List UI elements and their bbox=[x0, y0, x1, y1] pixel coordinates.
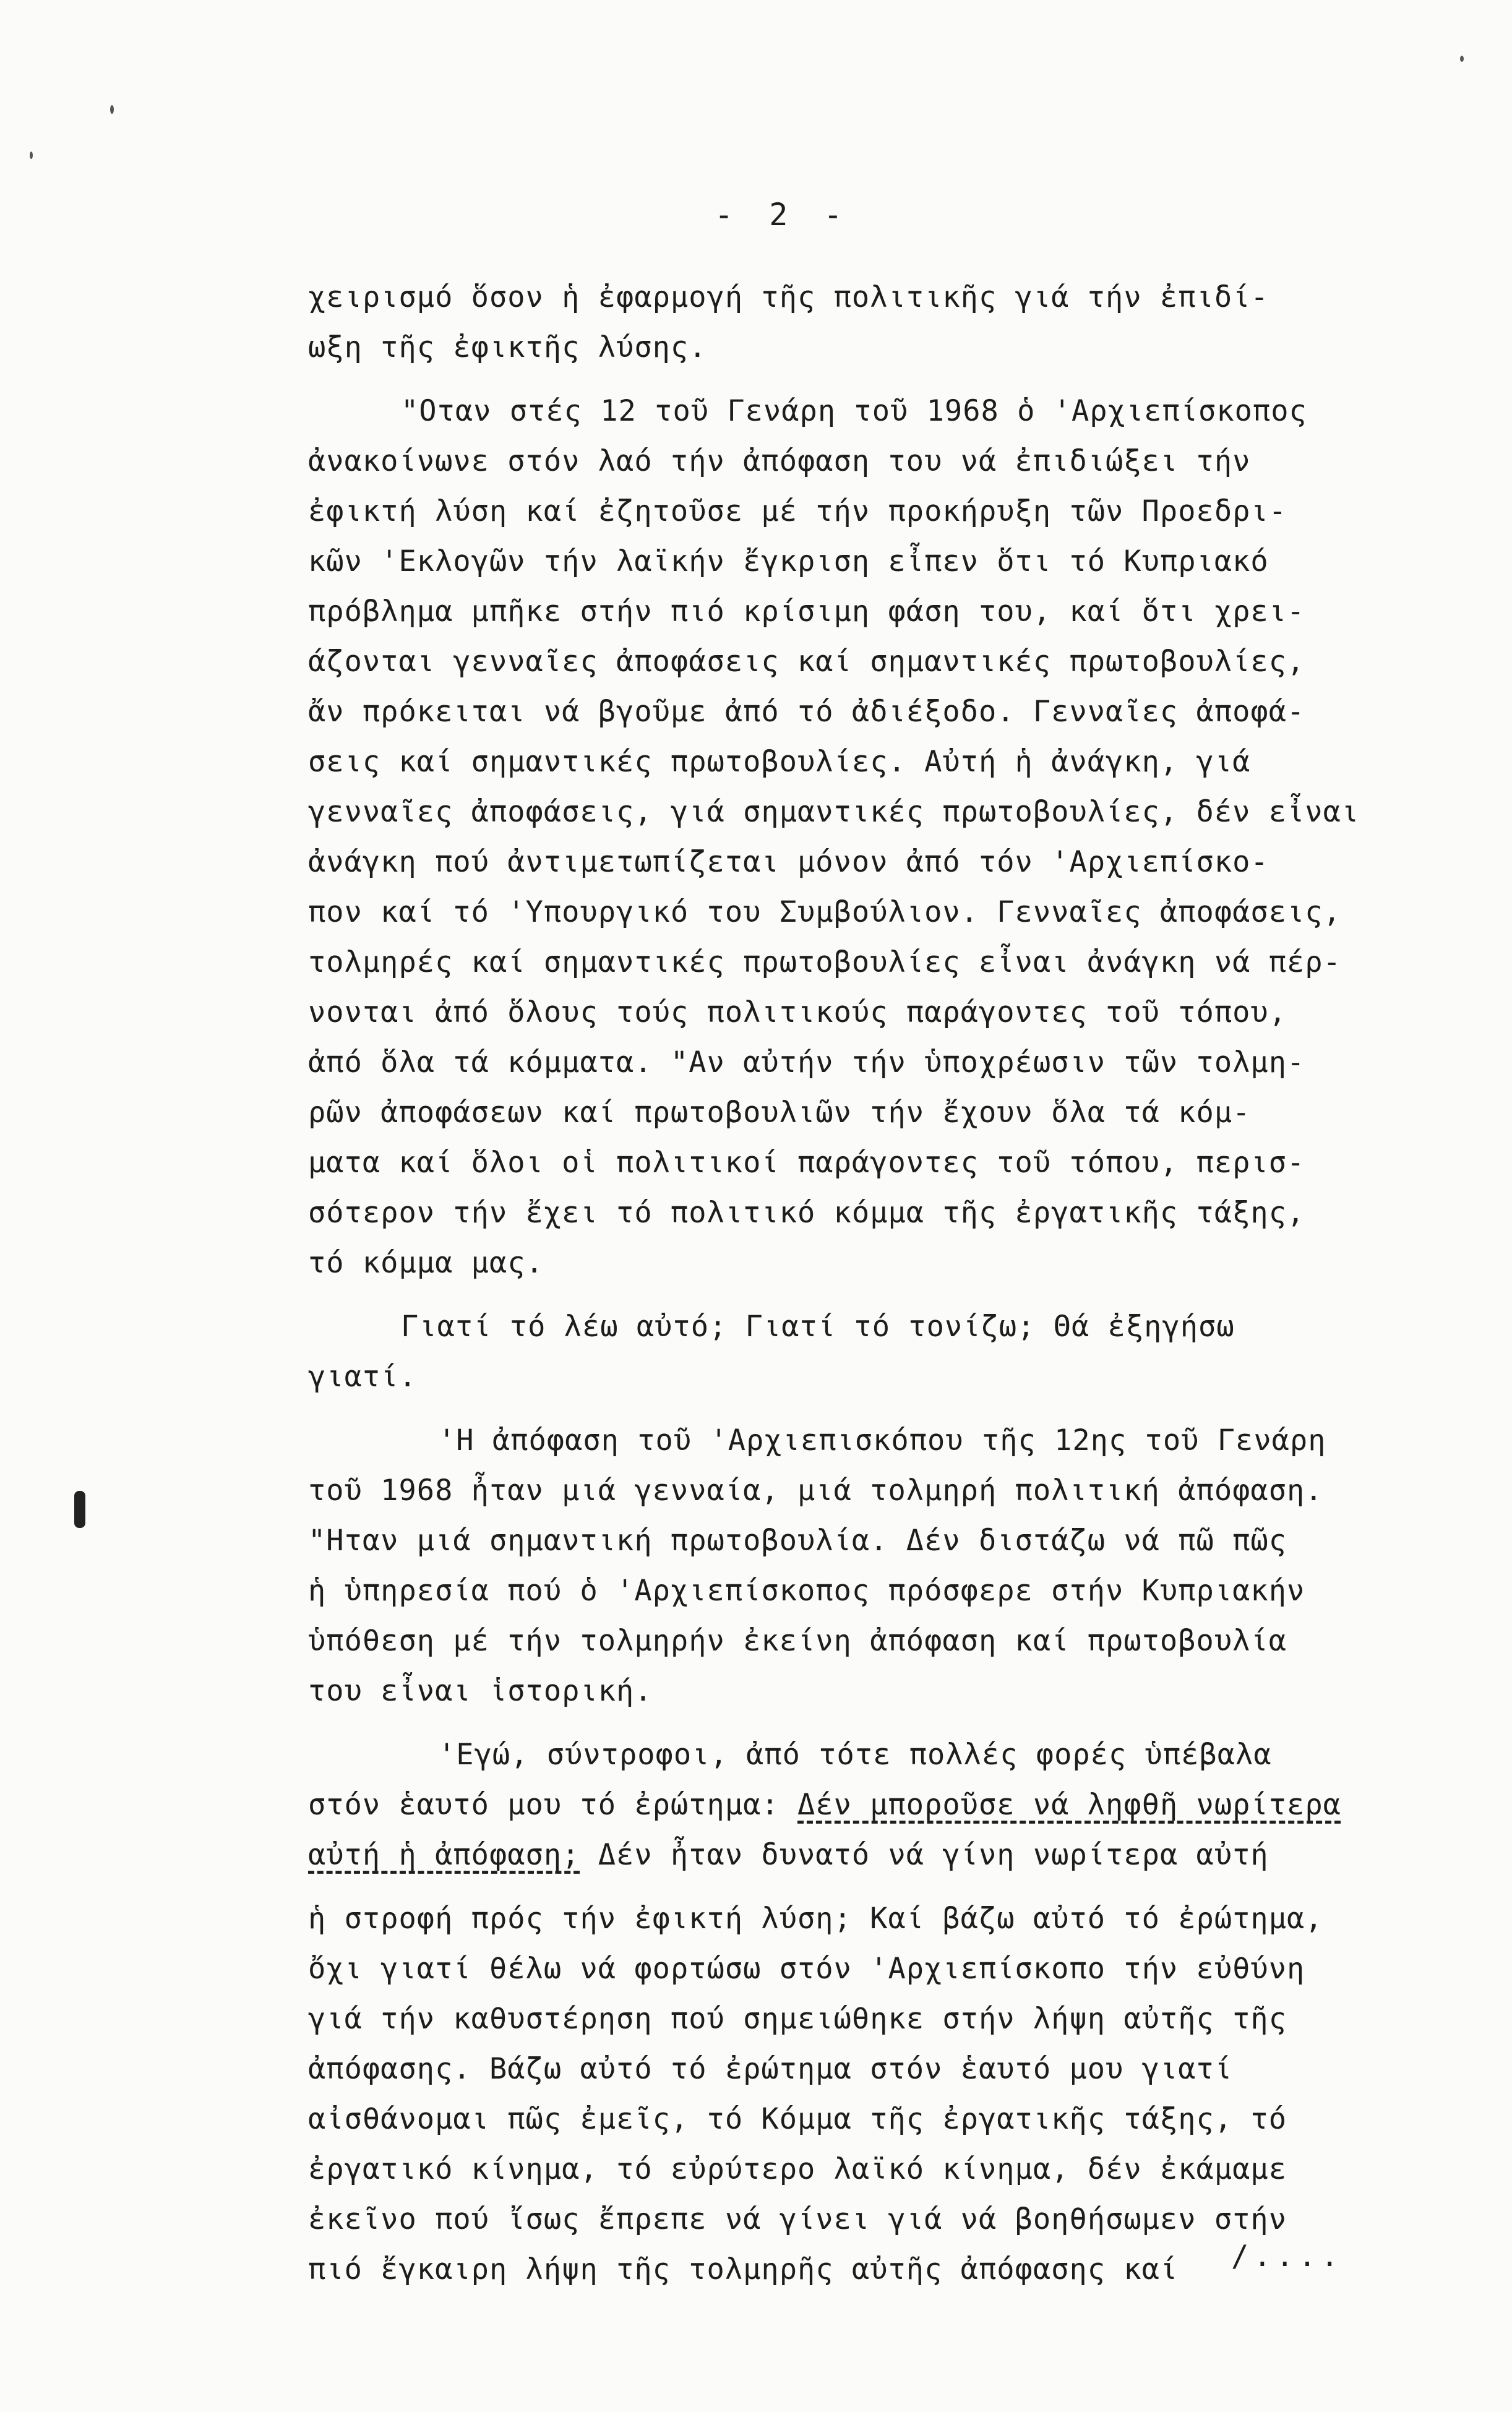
text-line: τοῦ 1968 ἦταν μιά γενναία, μιά τολμηρή πολιτική ἀπόφαση. bbox=[308, 1474, 1323, 1508]
text-segment: Δέν ἦταν δυνατό νά γίνη νωρίτερα αὐτή bbox=[580, 1838, 1269, 1872]
text-line: ὑπόθεση μέ τήν τολμηρήν ἐκείνη ἀπόφαση καί πρωτοβουλία bbox=[308, 1624, 1287, 1658]
underlined-question: Δέν μποροῦσε νά ληφθῆ νωρίτερα bbox=[797, 1788, 1341, 1822]
text-line: γενναῖες ἀποφάσεις, γιά σημαντικές πρωτοβουλίες, δέν εἶναι bbox=[308, 795, 1360, 829]
continuation-mark: /.... bbox=[1231, 2239, 1344, 2273]
text-line: κῶν 'Εκλογῶν τήν λαϊκήν ἔγκριση εἶπεν ὅτι τό Κυπριακό bbox=[308, 544, 1269, 578]
paragraph-4 bbox=[308, 1415, 1422, 1716]
text-line: "Ηταν μιά σημαντική πρωτοβουλία. Δέν διστάζω νά πῶ πῶς bbox=[308, 1524, 1287, 1558]
text-line: τολμηρές καί σημαντικές πρωτοβουλίες εἶναι ἀνάγκη νά πέρ- bbox=[308, 945, 1341, 979]
text-line: ωξη τῆς ἐφικτῆς λύσης. bbox=[308, 330, 707, 364]
text-line: σεις καί σημαντικές πρωτοβουλίες. Αὐτή ἡ ἀνάγκη, γιά bbox=[308, 745, 1251, 779]
text-line: ἀνάγκη πού ἀντιμετωπίζεται μόνον ἀπό τόν 'Αρχιεπίσκο- bbox=[308, 845, 1269, 879]
text-line bbox=[308, 1780, 1422, 1830]
text-line: ἡ στροφή πρός τήν ἐφικτή λύση; Καί βάζω αὐτό τό ἐρώτημα, bbox=[308, 1902, 1323, 1936]
text-line: ἐφικτή λύση καί ἐζητοῦσε μέ τήν προκήρυξη τῶν Προεδρι- bbox=[308, 494, 1287, 528]
text-line: χειρισμό ὅσον ἡ ἐφαρμογή τῆς πολιτικῆς γιά τήν ἐπιδί- bbox=[308, 280, 1269, 314]
underlined-question: αὐτή ἡ ἀπόφαση; bbox=[308, 1838, 580, 1872]
text-line: ἄν πρόκειται νά βγοῦμε ἀπό τό ἀδιέξοδο. Γενναῖες ἀποφά- bbox=[308, 695, 1305, 729]
text-line: "Οταν στές 12 τοῦ Γενάρη τοῦ 1968 ὁ 'Αρχιεπίσκοπος bbox=[401, 394, 1307, 428]
paragraph-3 bbox=[308, 1302, 1422, 1402]
text-line: ἀπόφασης. Βάζω αὐτό τό ἐρώτημα στόν ἑαυτό μου γιατί bbox=[308, 2052, 1233, 2086]
body-text bbox=[308, 272, 1422, 2294]
paragraph-2 bbox=[308, 386, 1422, 1288]
text-line: πιό ἔγκαιρη λήψη τῆς τολμηρῆς αὐτῆς ἀπόφασης καί bbox=[308, 2252, 1179, 2286]
text-line: πον καί τό 'Υπουργικό του Συμβούλιον. Γενναῖες ἀποφάσεις, bbox=[308, 895, 1341, 929]
text-line: αἰσθάνομαι πῶς ἐμεῖς, τό Κόμμα τῆς ἐργατικῆς τάξης, τό bbox=[308, 2102, 1287, 2136]
scan-speck bbox=[1460, 56, 1464, 62]
text-line bbox=[308, 1830, 1422, 1880]
text-line: Γιατί τό λέω αὐτό; Γιατί τό τονίζω; Θά ἐξηγήσω bbox=[401, 1310, 1235, 1344]
text-line: 'Η ἀπόφαση τοῦ 'Αρχιεπισκόπου τῆς 12ης τοῦ Γενάρη bbox=[438, 1423, 1326, 1457]
text-line: ἡ ὑπηρεσία πού ὁ 'Αρχιεπίσκοπος πρόσφερε στήν Κυπριακήν bbox=[308, 1574, 1305, 1608]
scan-speck bbox=[30, 152, 33, 159]
text-line: ρῶν ἀποφάσεων καί πρωτοβουλιῶν τήν ἔχουν ὅλα τά κόμ- bbox=[308, 1096, 1251, 1130]
page-number: - 2 - bbox=[715, 197, 851, 233]
text-line: ἀνακοίνωνε στόν λαό τήν ἀπόφαση του νά ἐπιδιώξει τήν bbox=[308, 444, 1251, 478]
text-line: ἐργατικό κίνημα, τό εὐρύτερο λαϊκό κίνημα, δέν ἐκάμαμε bbox=[308, 2152, 1287, 2186]
text-line: ὄχι γιατί θέλω νά φορτώσω στόν 'Αρχιεπίσκοπο τήν εὐθύνη bbox=[308, 1952, 1305, 1986]
text-line: σότερον τήν ἔχει τό πολιτικό κόμμα τῆς ἐργατικῆς τάξης, bbox=[308, 1196, 1305, 1230]
text-line: πρόβλημα μπῆκε στήν πιό κρίσιμη φάση του, καί ὅτι χρει- bbox=[308, 594, 1305, 629]
scan-speck bbox=[110, 105, 114, 114]
text-line: τό κόμμα μας. bbox=[308, 1246, 544, 1280]
text-line: νονται ἀπό ὅλους τούς πολιτικούς παράγοντες τοῦ τόπου, bbox=[308, 995, 1287, 1029]
text-line: άζονται γενναῖες ἀποφάσεις καί σημαντικές πρωτοβουλίες, bbox=[308, 645, 1305, 679]
text-line: ματα καί ὅλοι οἱ πολιτικοί παράγοντες τοῦ τόπου, περισ- bbox=[308, 1146, 1305, 1180]
paragraph-1 bbox=[308, 272, 1422, 372]
scan-margin-mark bbox=[74, 1491, 85, 1528]
text-line: ἐκεῖνο πού ἴσως ἔπρεπε νά γίνει γιά νά βοηθήσωμεν στήν bbox=[308, 2202, 1287, 2236]
text-line: γιά τήν καθυστέρηση πού σημειώθηκε στήν λήψη αὐτῆς τῆς bbox=[308, 2002, 1287, 2036]
text-line: ἀπό ὅλα τά κόμματα. "Αν αὐτήν τήν ὑποχρέωσιν τῶν τολμη- bbox=[308, 1045, 1305, 1079]
text-line: γιατί. bbox=[308, 1360, 417, 1394]
paragraph-5 bbox=[308, 1730, 1422, 2294]
text-line: του εἶναι ἱστορική. bbox=[308, 1674, 653, 1708]
text-segment: στόν ἑαυτό μου τό ἐρώτημα: bbox=[308, 1788, 798, 1822]
text-line: 'Εγώ, σύντροφοι, ἀπό τότε πολλές φορές ὑπέβαλα bbox=[438, 1738, 1272, 1772]
